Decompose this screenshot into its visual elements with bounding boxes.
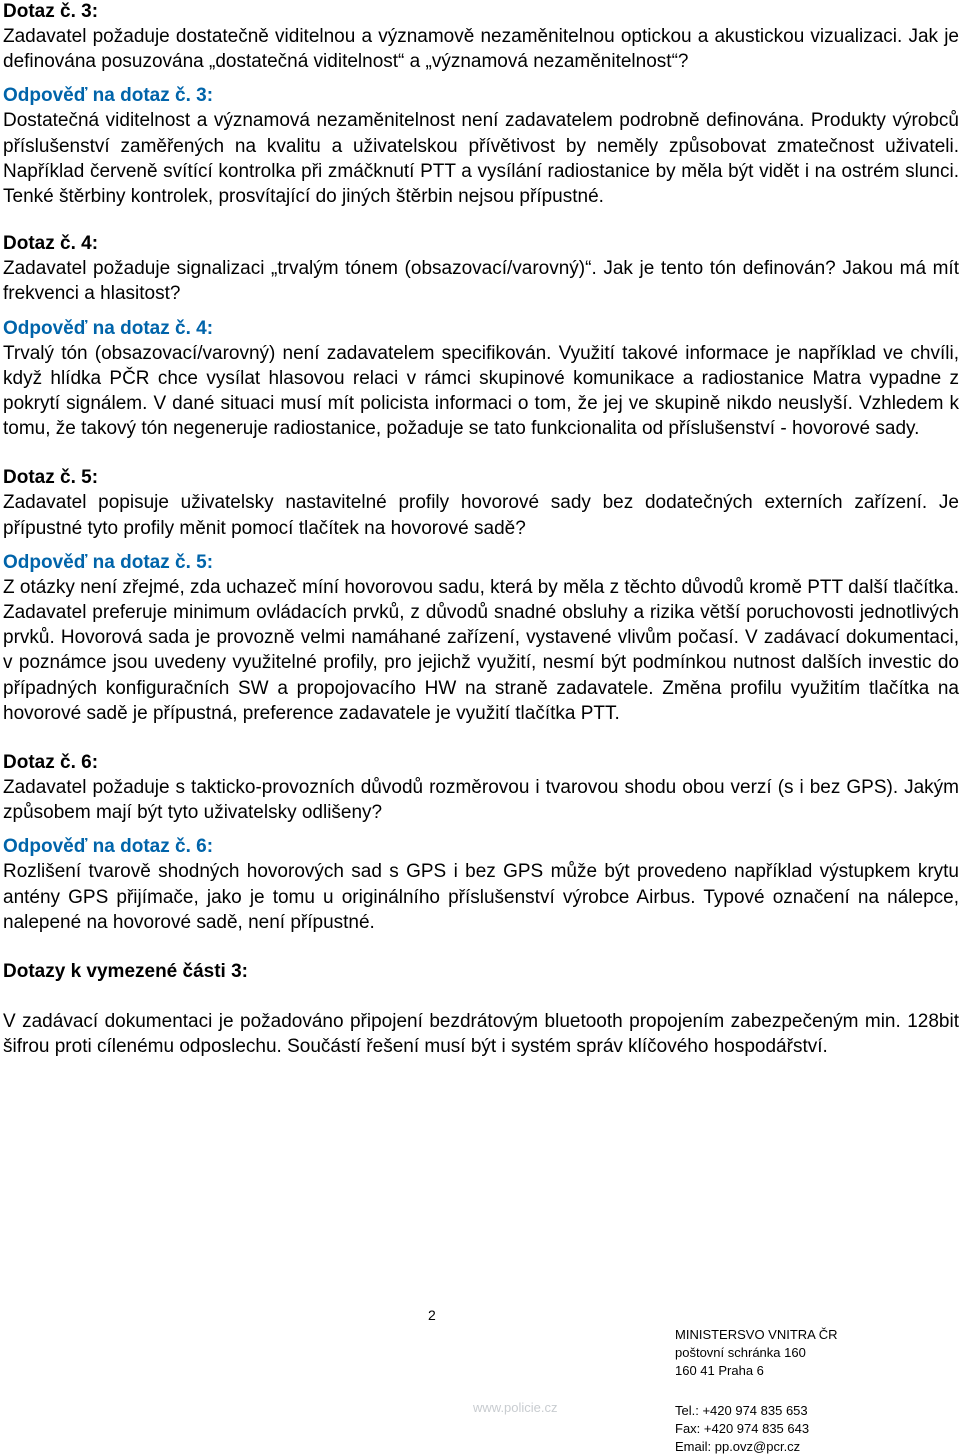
footer-po-box: poštovní schránka 160 <box>675 1345 806 1360</box>
question-text: Zadavatel požaduje s takticko-provozních důvodů rozměrovou i tvarovou shodu obou verzí (s i bez GPS). Jakým způsobem mají být tyto uživatelsky odlišeny? <box>3 777 959 824</box>
question-text: Zadavatel požaduje dostatečně viditelnou a významově nezaměnitelnou optickou a akustickou vizualizaci. Jak je definována posuzována „dostatečná viditelnost“ a „významová nezaměnitelnost“? <box>3 26 959 73</box>
footer-org-name: MINISTERSVO VNITRA ČR <box>675 1327 838 1342</box>
answer-title: Odpověď na dotaz č. 5: <box>3 551 214 573</box>
question-text: Zadavatel popisuje uživatelsky nastavitelné profily hovorové sady bez dodatečných externích zařízení. Je přípustné tyto profily měnit pomocí tlačítek na hovorové sadě? <box>3 492 959 539</box>
question-title: Dotaz č. 6: <box>3 752 99 774</box>
answer-text: Rozlišení tvarově shodných hovorových sad s GPS i bez GPS může být provedeno například výstupkem krytu antény GPS přijímače, jako je tomu u originálního příslušenství výrobce Airbus. Typové označení na nálepce, nalepené na hovorové sadě, není přípustné. <box>3 861 959 933</box>
question-title: Dotaz č. 4: <box>3 233 99 255</box>
qa-section-6 <box>3 751 959 935</box>
qa-section-5 <box>3 466 959 726</box>
footer-fax: Fax: +420 974 835 643 <box>675 1421 810 1436</box>
qa-section-4 <box>3 232 959 441</box>
answer-text: Z otázky není zřejmé, zda uchazeč míní hovorovou sadu, která by měla z těchto důvodů kromě PTT další tlačítka. Zadavatel preferuje minimum ovládacích prvků, z důvodů snadné obsluhy a rizika větší poruchovosti jednotlivých prvků. Hovorová sada je provozně velmi namáhané zařízení, vystavené vlivům počasí. V zadávací dokumentaci, v poznámce jsou uvedeny využitelné profily, pro jejichž využití, nesmí být podmínkou nutnost dalších investic do případných konfiguračních SW a propojovacího HW na straně zadavatele. Změna profilu využitím tlačítka na hovorové sadě je přípustná, preference zadavatele je využití tlačítka PTT. <box>3 576 959 724</box>
qa-section-3 <box>3 0 959 209</box>
answer-text: Dostatečná viditelnost a významová nezaměnitelnost není zadavatelem podrobně definována. Produkty výrobců příslušenství zaměřených na kvalitu a uživatelskou přívětivost by neměly způsobovat zmatečnost uživateli. Například červeně svítící kontrolka při zmáčknutí PTT a vysílání radiostanice by měla být vidět i na ostrém slunci. Tenké štěrbiny kontrolek, prosvítající do jiných štěrbin nejsou přípustné. <box>3 110 959 208</box>
part3-title: Dotazy k vymezené části 3: <box>3 961 249 983</box>
footer-contact <box>675 1326 838 1456</box>
document-body <box>3 0 959 1059</box>
answer-text: Trvalý tón (obsazovací/varovný) není zadavatelem specifikován. Využití takové informace je například ve chvíli, když hlídka PČR chce vysílat hlasovou relaci v rámci skupinové komunikace a radiostanice Matra vypadne z pokrytí signálem. V dané situaci musí mít policista informaci o tom, že jej ve skupině nikdo neuslyší. Vzhledem k tomu, že takový tón negeneruje radiostanice, požaduje se tato funkcionalita od příslušenství - hovorové sady. <box>3 342 959 440</box>
answer-title: Odpověď na dotaz č. 6: <box>3 836 214 858</box>
answer-title: Odpověď na dotaz č. 3: <box>3 85 214 107</box>
part3-section <box>3 960 959 1059</box>
footer-website-link[interactable]: www.policie.cz <box>473 1400 558 1415</box>
footer-city: 160 41 Praha 6 <box>675 1363 764 1378</box>
footer-phone: Tel.: +420 974 835 653 <box>675 1403 808 1418</box>
page-number: 2 <box>428 1307 436 1323</box>
question-title: Dotaz č. 5: <box>3 467 99 489</box>
answer-title: Odpověď na dotaz č. 4: <box>3 317 214 339</box>
question-title: Dotaz č. 3: <box>3 1 99 22</box>
part3-text: V zadávací dokumentaci je požadováno připojení bezdrátovým bluetooth propojením zabezpečeným min. 128bit šifrou proti cílenému odposlechu. Součástí řešení musí být i systém správ klíčového hospodářství. <box>3 1011 959 1058</box>
question-text: Zadavatel požaduje signalizaci „trvalým tónem (obsazovací/varovný)“. Jak je tento tón definován? Jakou má mít frekvenci a hlasitost? <box>3 258 959 305</box>
footer-email[interactable]: Email: pp.ovz@pcr.cz <box>675 1439 801 1454</box>
